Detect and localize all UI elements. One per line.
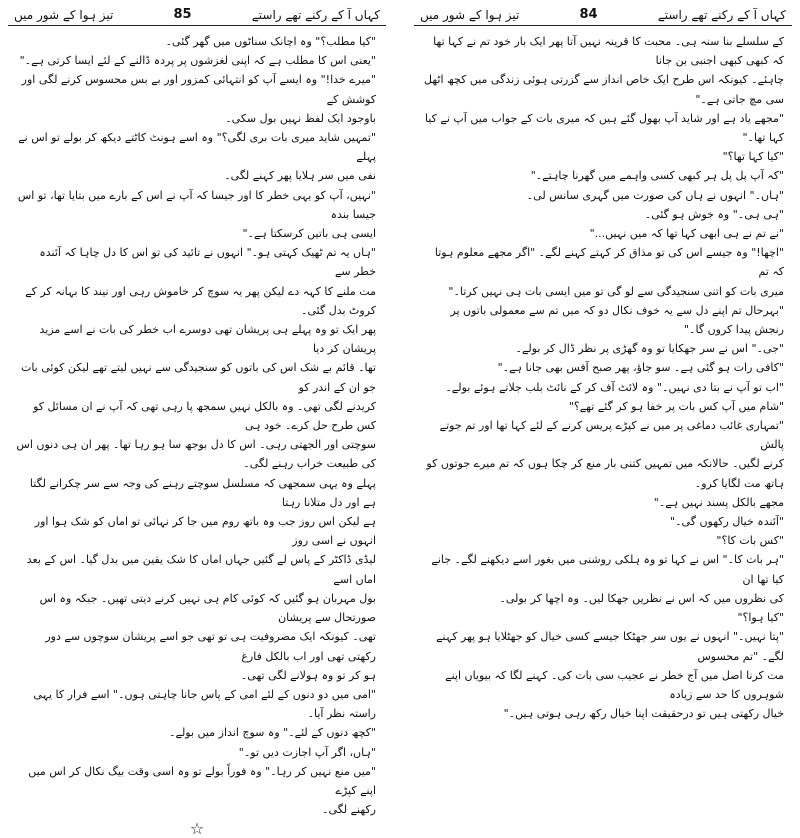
- text-line: چاہئے۔ کیونکہ اس طرح ایک خاص انداز سے گزرتی ہوئی زندگی میں کچھ اٹھل سی مچ جاتی ہے۔": [424, 73, 784, 106]
- text-line: پھر ایک تو وہ پہلے ہی پریشان تھی دوسرے اب خطر کی بات نے اسے مزید پریشان کر دیا: [39, 323, 376, 356]
- text-line: "اچھا!" وہ جیسے اس کی تو مذاق کر کہتے کہنے لگے۔ "اگر مجھے معلوم ہوتا کہ تم: [434, 246, 784, 279]
- text-line: "نہیں، آپ کو یہی خطر کا اور جیسا کہ آپ نے اس کے بارے میں بتایا تھا، تو اس جیسا بندہ: [17, 188, 376, 221]
- left-page-body: [8, 26, 386, 819]
- running-title-a: کہاں آ کے رکنے تھے راستے: [251, 7, 380, 22]
- left-page-footer: [8, 819, 386, 838]
- text-line: "ہی ہی۔" وہ خوش ہو گئی۔: [644, 207, 784, 221]
- right-page: [414, 5, 792, 721]
- text-line: "کس بات کا؟": [716, 534, 784, 548]
- text-line: "ہاں، اگر آپ اجازت دیں تو۔": [238, 745, 376, 759]
- text-line: مجھے بالکل پسند نہیں ہے۔": [653, 495, 784, 509]
- text-line: خیال رکھتی ہیں تو درحقیقت اپنا خیال رکھ رہی ہوتی ہیں۔": [503, 707, 784, 721]
- page-number: 84: [579, 7, 598, 22]
- text-line: "مجھے یاد ہے اور شاید آپ بھول گئے ہیں کہ میری بات کے جواب میں آپ نے کیا کہا تھا۔": [425, 111, 784, 145]
- text-line: "شام میں آپ کس بات پر خفا ہو کر گئے تھے؟": [568, 399, 784, 413]
- text-line: "تمہیں شاید میری بات بری لگی؟" وہ اسے ہونٹ کاٹتے دیکھ کر بولے تو اس نے پہلے: [18, 131, 376, 164]
- text-line: "امی میں دو دنوں کے لئے امی کے پاس جانا چاہتی ہوں۔" اسے فرار کا یہی راستہ نظر آیا۔: [33, 687, 376, 721]
- text-line: ایسی ہی باتیں کرسکتا ہے۔": [242, 227, 376, 241]
- text-line: "آئندہ خیال رکھوں گی۔": [670, 515, 784, 529]
- text-line: رکھنے لگی۔: [322, 803, 376, 817]
- text-line: "ہاں۔" انہوں نے ہاں کی صورت میں گہری سانس لی۔: [526, 188, 784, 202]
- running-title-b: تیز ہوا کے شور میں: [420, 7, 520, 22]
- text-line: "ہر بات کا۔" اس نے کہا تو وہ ہلکی روشنی میں بغور اسے دیکھنے لگے۔ جانے کیا تھا ان: [431, 553, 784, 586]
- text-line: کرنے لگیں۔ حالانکہ میں تمہیں کتنی بار منع کر چکا ہوں کہ تم میرے جوتوں کو ہاتھ مت لگایا کرو۔: [426, 457, 784, 490]
- book-spread: [8, 5, 792, 838]
- text-line: "میرے خدا!" وہ ایسے آپ کو انتہائی کمزور اور بے بس محسوس کرنے لگی اور کوشش کے: [21, 73, 376, 106]
- text-line: "جی۔" اس نے سر جھکایا تو وہ گھڑی پر نظر ڈال کر بولے۔: [515, 342, 784, 356]
- text-line: تھا۔ قائم بے شک اس کی باتوں کو سنجیدگی سے نہیں لیتے تھے لیکن کوئی بات جو ان کے اندر کو: [20, 361, 376, 394]
- text-line: کے سلسلے بنا سنہ ہی۔ محبت کا قرینہ نہیں آتا پھر ایک بار خود تم نے کہا تھا کہ کبھی کبھی اجنبی بن جانا: [433, 35, 784, 68]
- right-page-body: [414, 26, 792, 723]
- text-line: نفی میں سر ہلایا پھر کہنے لگی۔: [224, 169, 376, 183]
- text-line: "پتا نہیں۔" انہوں نے یوں سر جھٹکا جیسے کسی خیال کو جھٹلایا ہو پھر کہنے لگے۔ "تم محسوس: [436, 630, 784, 663]
- text-line: "کافی رات ہو گئی ہے۔ سو جاؤ، پھر صبح آفس بھی جانا ہے۔": [497, 361, 784, 375]
- text-line: مت ملنے کا کہہ دے لیکن پھر یہ سوچ کر خاموش رہی اور نیند کا بہانہ کر کے کروٹ بدل گئی۔: [25, 284, 376, 317]
- text-line: کریدنے لگی تھی۔ وہ بالکل نہیں سمجھ پا رہی تھی کہ آپ نے ان مسائل کو کس طرح حل کرے۔ خود ہی: [33, 399, 376, 433]
- text-line: ہو کر تو وہ ہولانے لگی تھی۔: [240, 668, 376, 682]
- text-line: مت کرنا اصل میں آج خطر نے عجیب سی بات کی۔ کہنے لگا کہ بیویاں اپنے شوہروں کا حد سے زیادہ: [445, 668, 784, 701]
- text-line: "کیا ہوا؟": [737, 611, 784, 625]
- text-line: سوچتی اور الجھتی رہی۔ اس کا دل بوجھ سا ہو رہا تھا۔ پھر ان ہی دنوں اس کی طبیعت خراب رہنے لگی۔: [16, 438, 376, 471]
- text-line: "کیا کہا تھا؟": [722, 150, 784, 164]
- text-line: باوجود ایک لفظ نہیں بول سکی۔: [225, 111, 376, 125]
- star-ornament: ☆: [189, 819, 205, 838]
- text-line: "اب تو آپ نے بتا دی نہیں۔" وہ لائٹ آف کر کے نائٹ بلب جلاتے ہوئے بولے۔: [445, 380, 784, 394]
- text-line: "کیا مطلب؟" وہ اچانک سناٹوں میں گھر گئی۔: [165, 35, 376, 48]
- text-line: "یعنی اس کا مطلب ہے کہ اپنی لغزشوں پر پردہ ڈالنے کے لئے ایسا کرتی ہے۔": [19, 54, 376, 68]
- text-line: "کچھ دنوں کے لئے۔" وہ سوچ انداز میں بولے۔: [169, 726, 376, 740]
- text-line: ہے لیکن اس روز جب وہ باتھ روم میں جا کر نہائی تو اماں کو شک ہوا اور انہوں نے اسی روز: [34, 515, 376, 548]
- text-line: "تمہاری غائب دماغی پر میں نے کپڑے پریس کرنے کے لئے کہا تھا اور تم جوتے پالش: [439, 419, 784, 452]
- text-line: کی نظروں میں کہ اس نے نظریں جھکا لیں۔ وہ اچھا کر بولی۔: [499, 591, 784, 605]
- left-page: [8, 5, 386, 838]
- text-line: تھی۔ کیونکہ ایک مصروفیت ہی تو تھی جو اسے پریشان سوچوں سے دور رکھتی تھی اور اب بالکل فارغ: [45, 630, 376, 663]
- text-line: بول مہربان ہو گئیں کہ کوئی کام ہی نہیں کرنے دیتی تھیں۔ جبکہ وہ اس صورتحال سے پریشان: [39, 591, 376, 625]
- text-line: میری بات کو اتنی سنجیدگی سے لو گی تو میں ایسی بات ہی نہیں کرتا۔": [448, 284, 784, 298]
- left-page-header: [8, 5, 386, 26]
- right-page-header: [414, 5, 792, 26]
- running-title-a: کہاں آ کے رکنے تھے راستے: [657, 7, 786, 22]
- text-line: "کہ آپ پل پل ہر کبھی کسی واہمے میں گھرنا چاہتے۔": [530, 169, 784, 183]
- text-line: "میں منع نہیں کر رہا۔" وہ فوراً بولے تو وہ اسی وقت بیگ نکال کر اس میں اپنے کپڑے: [28, 764, 376, 797]
- text-line: "نے تم نے ہی ابھی کہا تھا کہ میں نہیں...": [589, 227, 784, 241]
- text-line: لیڈی ڈاکٹر کے پاس لے گئیں جہاں اماں کا شک یقین میں بدل گیا۔ اس کے بعد اماں اسے: [26, 553, 376, 586]
- text-line: "ہاں یہ تم ٹھیک کہتی ہو۔" انہوں نے تائید کی تو اس کا دل چاہا کہ آئندہ خطر سے: [39, 246, 376, 279]
- running-title-b: تیز ہوا کے شور میں: [14, 7, 114, 22]
- page-number: 85: [173, 7, 192, 22]
- text-line: پہلے وہ یہی سمجھی کہ مسلسل سوچتے رہنے کی وجہ سے سر چکرانے لگتا ہے اور دل متلانا رہتا: [29, 476, 376, 509]
- text-line: "بہرحال تم اپنے دل سے یہ خوف نکال دو کہ میں تم سے معمولی باتوں پر رنجش پیدا کروں گا۔": [450, 303, 784, 337]
